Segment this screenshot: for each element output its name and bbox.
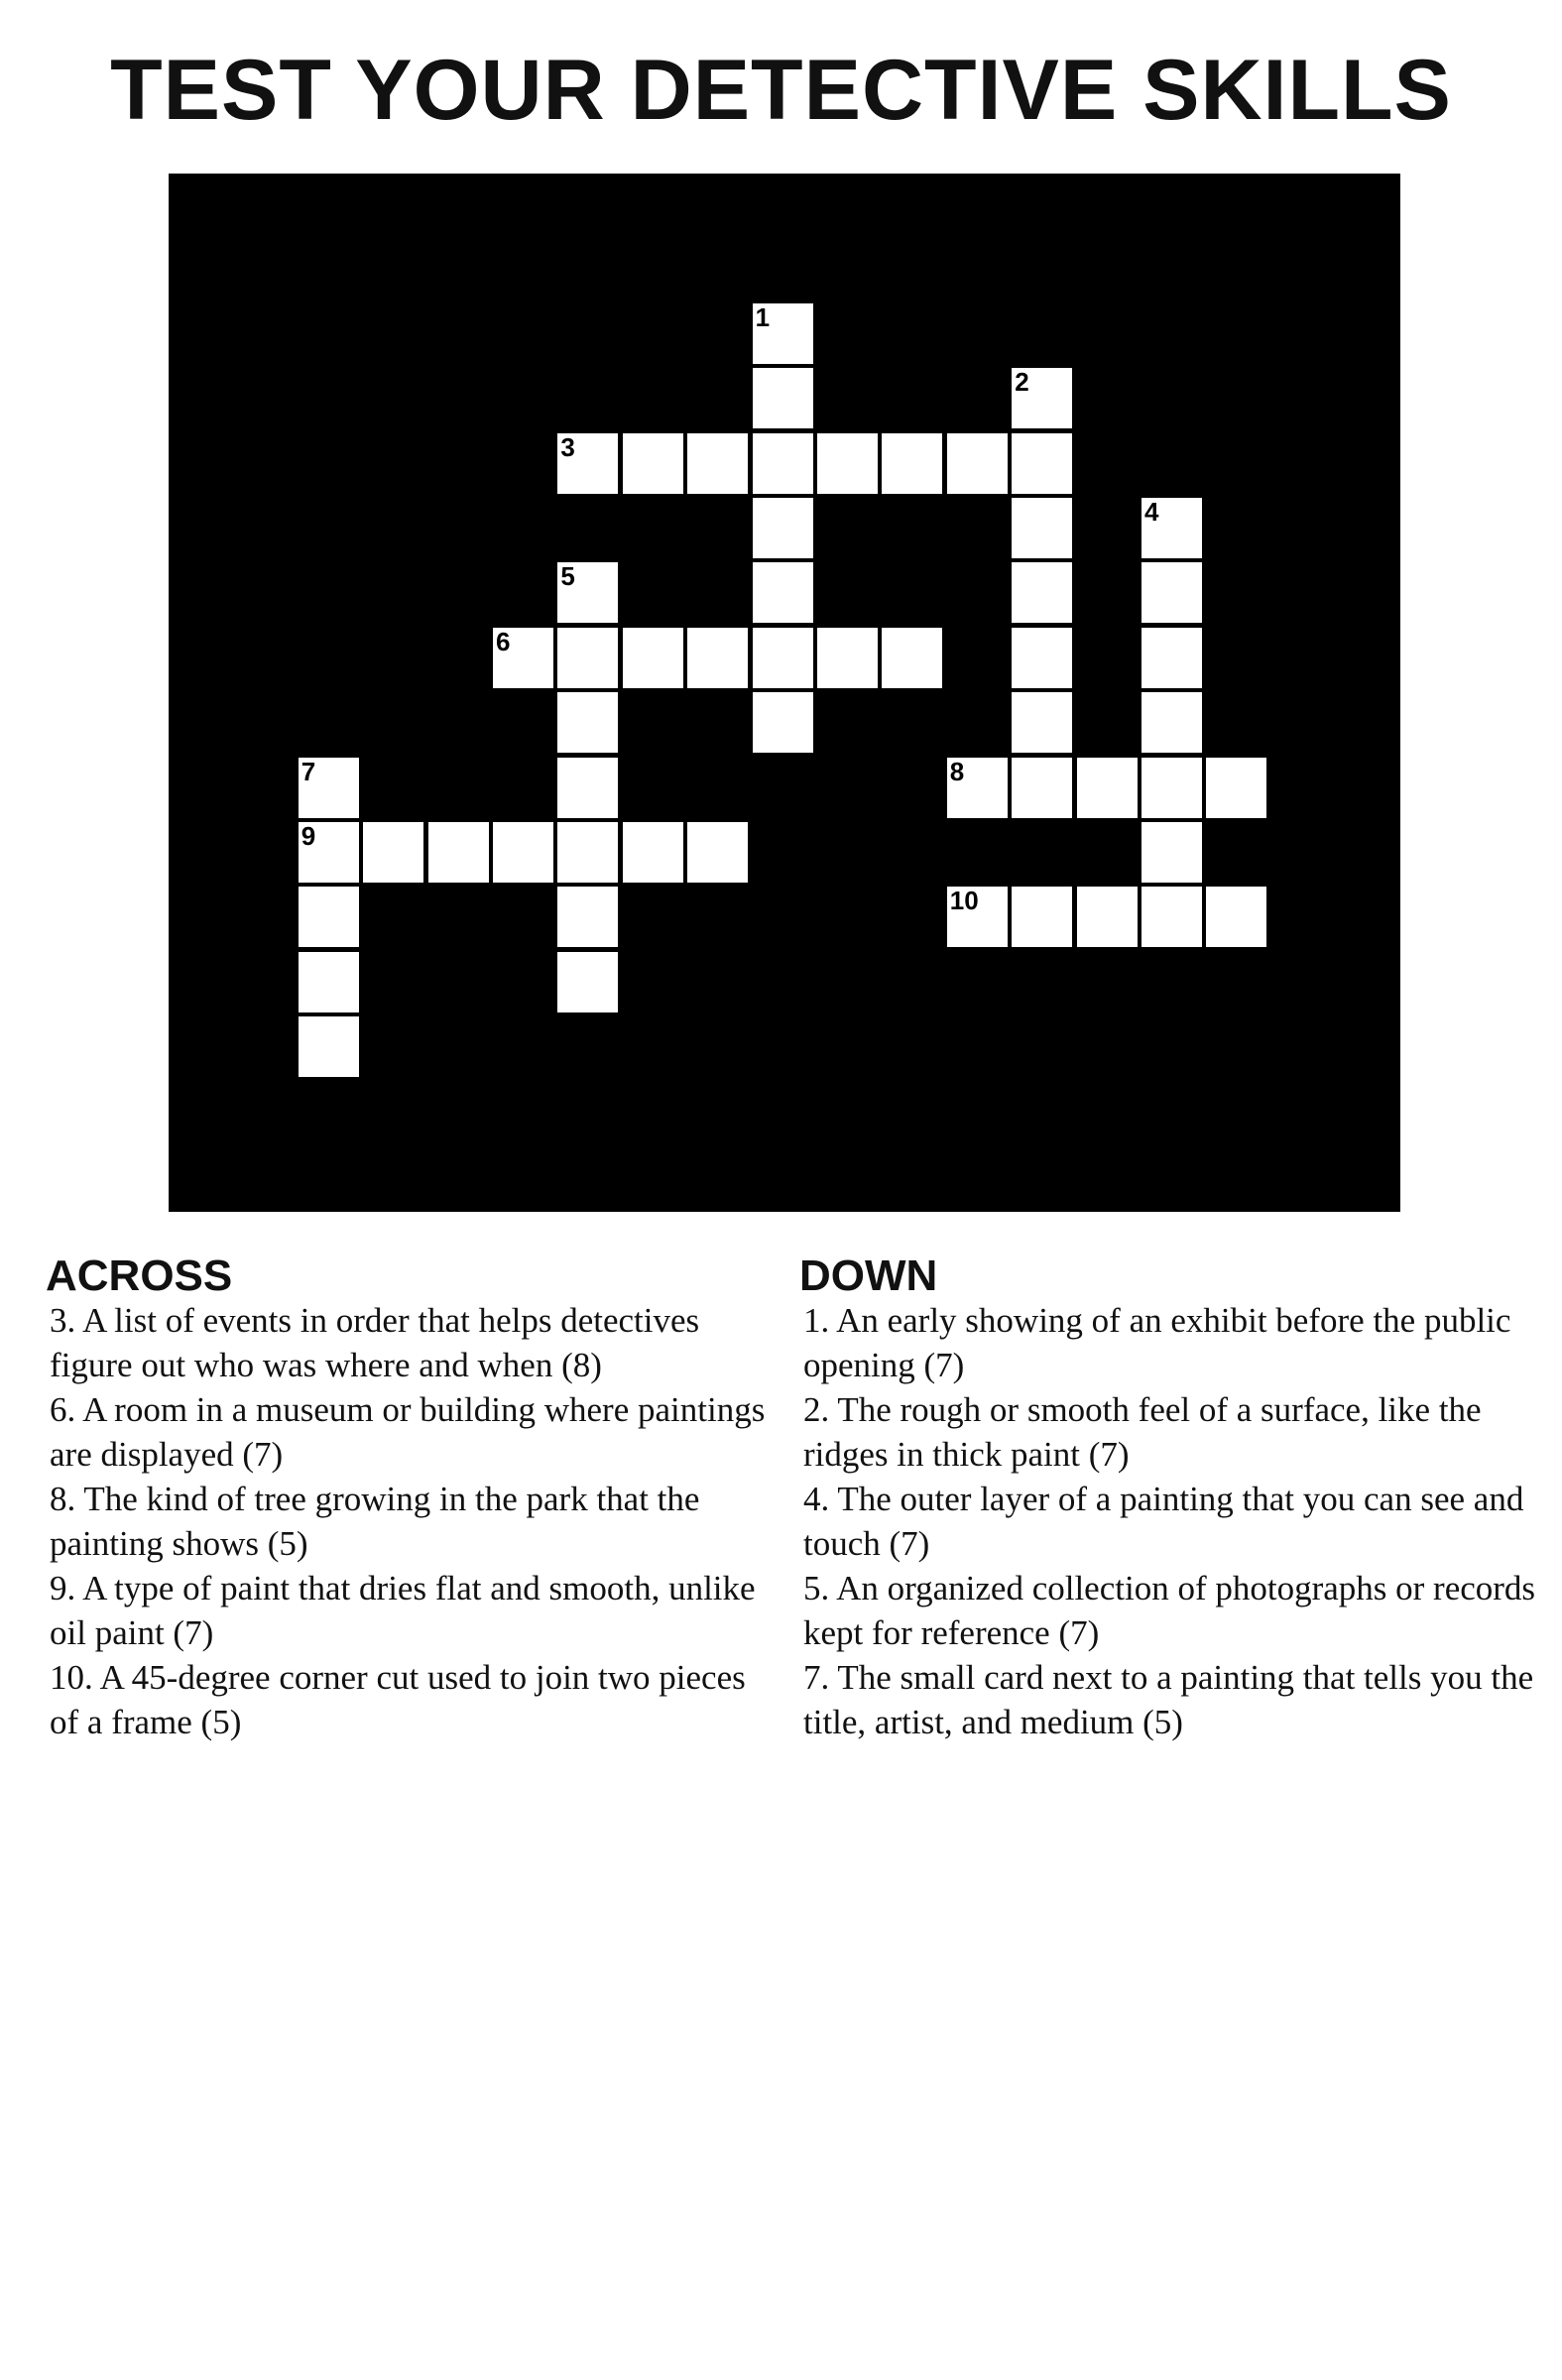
crossword-cell-r7-c13[interactable] [1012, 628, 1072, 688]
down-clue-2: 2. The rough or smooth feel of a surface, like the ridges in thick paint (7) [803, 1390, 1482, 1474]
crossword-cell-r7-c8[interactable] [687, 628, 748, 688]
clue-number-label: 9 [300, 821, 316, 851]
crossword-cell-r11-c6[interactable] [557, 887, 618, 947]
down-clue-list [799, 1298, 1553, 1744]
crossword-cell-r4-c12[interactable] [947, 433, 1008, 494]
crossword-cell-r9-c16[interactable] [1206, 758, 1266, 818]
clue-number-label: 2 [1015, 367, 1029, 398]
down-clues-section [799, 1251, 1553, 1744]
crossword-cell-r12-c6[interactable] [557, 952, 618, 1012]
crossword-cell-r10-c4[interactable] [428, 822, 489, 883]
crossword-grid [169, 174, 1400, 1212]
crossword-cell-r4-c10[interactable] [817, 433, 878, 494]
across-clue-9: 9. A type of paint that dries flat and smooth, unlike oil paint (7) [50, 1569, 756, 1652]
clue-number-label: 6 [496, 626, 511, 656]
crossword-cell-r4-c7[interactable] [623, 433, 683, 494]
crossword-cell-r8-c15[interactable] [1141, 692, 1202, 753]
across-clue-list [46, 1298, 780, 1744]
crossword-cell-r9-c15[interactable] [1141, 758, 1202, 818]
crossword-cell-r10-c2[interactable] [299, 822, 359, 883]
page-title: TEST YOUR DETECTIVE SKILLS [110, 43, 1452, 138]
crossword-cell-r11-c13[interactable] [1012, 887, 1072, 947]
down-clue-1: 1. An early showing of an exhibit before the public opening (7) [803, 1301, 1511, 1384]
down-clue-7: 7. The small card next to a painting that tells you the title, artist, and medium (5) [803, 1658, 1534, 1741]
clue-number-label: 1 [755, 301, 771, 332]
crossword-cell-r7-c6[interactable] [557, 628, 618, 688]
crossword-cell-r13-c2[interactable] [299, 1016, 359, 1077]
crossword-cell-r10-c6[interactable] [557, 822, 618, 883]
across-clue-8: 8. The kind of tree growing in the park that the painting shows (5) [50, 1480, 700, 1563]
crossword-cell-r4-c13[interactable] [1012, 433, 1072, 494]
crossword-cell-r6-c15[interactable] [1141, 562, 1202, 623]
crossword-cell-r7-c15[interactable] [1141, 628, 1202, 688]
crossword-cell-r9-c13[interactable] [1012, 758, 1072, 818]
crossword-cell-r3-c9[interactable] [753, 368, 813, 428]
crossword-cell-r8-c13[interactable] [1012, 692, 1072, 753]
crossword-cell-r5-c15[interactable] [1141, 498, 1202, 558]
crossword-cell-r7-c9[interactable] [753, 628, 813, 688]
clue-number-label: 5 [560, 561, 575, 592]
clue-number-label: 8 [949, 756, 965, 786]
crossword-cell-r4-c11[interactable] [882, 433, 942, 494]
crossword-cell-r11-c12[interactable] [947, 887, 1008, 947]
crossword-cell-r9-c2[interactable] [299, 758, 359, 818]
across-clue-6: 6. A room in a museum or building where paintings are displayed (7) [50, 1390, 766, 1474]
crossword-cell-r6-c13[interactable] [1012, 562, 1072, 623]
crossword-cell-r4-c6[interactable] [557, 433, 618, 494]
crossword-cell-r10-c3[interactable] [363, 822, 423, 883]
crossword-cell-r5-c9[interactable] [753, 498, 813, 558]
crossword-cell-r11-c15[interactable] [1141, 887, 1202, 947]
across-clue-10: 10. A 45-degree corner cut used to join two pieces of a frame (5) [50, 1658, 746, 1741]
clue-number-label: 3 [560, 431, 575, 462]
crossword-cell-r5-c13[interactable] [1012, 498, 1072, 558]
clue-number-label: 10 [949, 886, 979, 916]
crossword-cell-r9-c6[interactable] [557, 758, 618, 818]
crossword-cell-r9-c12[interactable] [947, 758, 1008, 818]
across-heading: ACROSS [46, 1251, 233, 1300]
crossword-cell-r10-c15[interactable] [1141, 822, 1202, 883]
crossword-cell-r8-c6[interactable] [557, 692, 618, 753]
crossword-cell-r3-c13[interactable] [1012, 368, 1072, 428]
crossword-cell-r12-c2[interactable] [299, 952, 359, 1012]
crossword-cell-r11-c14[interactable] [1077, 887, 1138, 947]
crossword-cell-r9-c14[interactable] [1077, 758, 1138, 818]
crossword-cell-r8-c9[interactable] [753, 692, 813, 753]
down-heading: DOWN [799, 1251, 938, 1300]
crossword-cell-r7-c11[interactable] [882, 628, 942, 688]
crossword-cell-r2-c9[interactable] [753, 303, 813, 364]
crossword-cell-r10-c7[interactable] [623, 822, 683, 883]
across-clue-3: 3. A list of events in order that helps detectives figure out who was where and when (8) [50, 1301, 700, 1384]
crossword-cell-r7-c7[interactable] [623, 628, 683, 688]
clue-number-label: 4 [1144, 497, 1159, 527]
crossword-cell-r6-c9[interactable] [753, 562, 813, 623]
crossword-cell-r7-c5[interactable] [493, 628, 553, 688]
crossword-cell-r4-c8[interactable] [687, 433, 748, 494]
crossword-cell-r10-c8[interactable] [687, 822, 748, 883]
down-clue-4: 4. The outer layer of a painting that you can see and touch (7) [803, 1480, 1524, 1563]
crossword-cell-r6-c6[interactable] [557, 562, 618, 623]
crossword-cell-r11-c16[interactable] [1206, 887, 1266, 947]
crossword-cell-r4-c9[interactable] [753, 433, 813, 494]
crossword-cell-r11-c2[interactable] [299, 887, 359, 947]
down-clue-5: 5. An organized collection of photographs or records kept for reference (7) [803, 1569, 1536, 1652]
crossword-cell-r7-c10[interactable] [817, 628, 878, 688]
clue-number-label: 7 [300, 756, 316, 786]
across-clues-section [46, 1251, 780, 1744]
crossword-cell-r10-c5[interactable] [493, 822, 553, 883]
